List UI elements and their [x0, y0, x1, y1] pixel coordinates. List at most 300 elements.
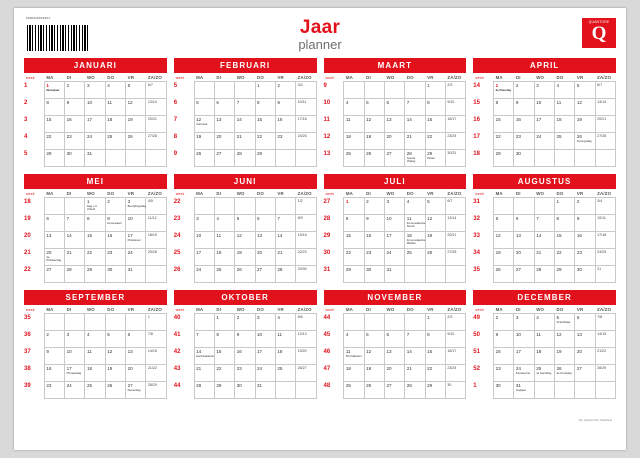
day-cell[interactable] [126, 365, 146, 382]
day-cell[interactable] [384, 232, 404, 249]
day-cell[interactable] [126, 382, 146, 399]
day-cell[interactable] [214, 266, 234, 283]
day-cell[interactable] [534, 382, 554, 399]
day-cell[interactable] [105, 331, 125, 348]
day-cell[interactable] [85, 382, 105, 399]
weekend-cell[interactable]: 27/28 [445, 249, 465, 266]
day-cell[interactable] [534, 116, 554, 133]
day-cell[interactable] [255, 266, 275, 283]
day-cell[interactable] [425, 266, 445, 283]
weekend-cell[interactable]: 7/8 [146, 331, 166, 348]
day-cell[interactable] [235, 82, 255, 99]
day-cell[interactable] [65, 365, 85, 382]
day-cell[interactable] [275, 99, 295, 116]
weekend-cell[interactable]: 11/12 [146, 215, 166, 232]
day-cell[interactable] [575, 150, 595, 167]
day-cell[interactable] [235, 348, 255, 365]
day-cell[interactable] [214, 331, 234, 348]
day-cell[interactable] [405, 99, 425, 116]
day-cell[interactable] [364, 232, 384, 249]
day-cell[interactable] [514, 348, 534, 365]
day-cell[interactable] [494, 99, 514, 116]
day-cell[interactable] [126, 266, 146, 283]
day-cell[interactable] [384, 266, 404, 283]
day-cell[interactable] [344, 215, 364, 232]
day-cell[interactable] [425, 133, 445, 150]
day-cell[interactable] [105, 133, 125, 150]
day-cell[interactable] [275, 198, 295, 215]
day-cell[interactable] [384, 365, 404, 382]
day-cell[interactable] [555, 232, 575, 249]
day-cell[interactable] [65, 99, 85, 116]
day-cell[interactable] [384, 314, 404, 331]
day-cell[interactable] [425, 198, 445, 215]
day-cell[interactable] [555, 348, 575, 365]
day-cell[interactable] [65, 348, 85, 365]
day-cell[interactable] [344, 249, 364, 266]
day-cell[interactable] [126, 150, 146, 167]
day-cell[interactable] [514, 365, 534, 382]
day-cell[interactable] [344, 150, 364, 167]
day-cell[interactable] [494, 82, 514, 99]
day-cell[interactable] [555, 382, 575, 399]
day-cell[interactable] [494, 150, 514, 167]
day-cell[interactable] [44, 150, 64, 167]
day-cell[interactable] [194, 133, 214, 150]
day-cell[interactable] [384, 133, 404, 150]
day-cell[interactable] [235, 150, 255, 167]
weekend-cell[interactable]: 16/17 [445, 348, 465, 365]
day-cell[interactable] [575, 116, 595, 133]
day-cell[interactable] [85, 365, 105, 382]
day-cell[interactable] [194, 82, 214, 99]
day-cell[interactable] [575, 133, 595, 150]
day-cell[interactable] [65, 266, 85, 283]
day-cell[interactable] [344, 314, 364, 331]
day-cell[interactable] [44, 266, 64, 283]
day-cell[interactable] [425, 382, 445, 399]
day-cell[interactable] [235, 232, 255, 249]
weekend-cell[interactable]: 1 [146, 314, 166, 331]
day-cell[interactable] [425, 348, 445, 365]
day-cell[interactable] [555, 116, 575, 133]
day-cell[interactable] [425, 116, 445, 133]
day-cell[interactable] [555, 331, 575, 348]
day-cell[interactable] [384, 331, 404, 348]
weekend-cell[interactable]: 26/27 [296, 365, 316, 382]
day-cell[interactable] [534, 198, 554, 215]
day-cell[interactable] [44, 198, 64, 215]
day-cell[interactable] [255, 331, 275, 348]
day-cell[interactable] [214, 150, 234, 167]
day-cell[interactable] [384, 348, 404, 365]
day-cell[interactable] [555, 314, 575, 331]
day-cell[interactable] [425, 314, 445, 331]
day-cell[interactable] [194, 348, 214, 365]
weekend-cell[interactable]: 10/11 [595, 215, 615, 232]
day-cell[interactable] [534, 249, 554, 266]
day-cell[interactable] [105, 382, 125, 399]
day-cell[interactable] [275, 314, 295, 331]
day-cell[interactable] [275, 365, 295, 382]
weekend-cell[interactable]: 3/4 [595, 198, 615, 215]
day-cell[interactable] [384, 249, 404, 266]
day-cell[interactable] [494, 331, 514, 348]
day-cell[interactable] [235, 116, 255, 133]
day-cell[interactable] [126, 314, 146, 331]
day-cell[interactable] [364, 99, 384, 116]
day-cell[interactable] [405, 365, 425, 382]
day-cell[interactable] [514, 82, 534, 99]
day-cell[interactable] [344, 198, 364, 215]
day-cell[interactable] [425, 215, 445, 232]
day-cell[interactable] [105, 215, 125, 232]
day-cell[interactable] [214, 99, 234, 116]
day-cell[interactable] [425, 150, 445, 167]
day-cell[interactable] [275, 232, 295, 249]
day-cell[interactable] [235, 314, 255, 331]
day-cell[interactable] [405, 382, 425, 399]
day-cell[interactable] [575, 348, 595, 365]
weekend-cell[interactable]: 6/7 [146, 82, 166, 99]
day-cell[interactable] [44, 232, 64, 249]
day-cell[interactable] [235, 365, 255, 382]
weekend-cell[interactable]: 6/7 [595, 82, 615, 99]
day-cell[interactable] [235, 99, 255, 116]
day-cell[interactable] [65, 249, 85, 266]
weekend-cell[interactable]: 13/14 [445, 215, 465, 232]
day-cell[interactable] [405, 82, 425, 99]
weekend-cell[interactable]: 30/31 [445, 150, 465, 167]
day-cell[interactable] [514, 266, 534, 283]
day-cell[interactable] [235, 133, 255, 150]
day-cell[interactable] [405, 215, 425, 232]
day-cell[interactable] [85, 331, 105, 348]
day-cell[interactable] [65, 133, 85, 150]
day-cell[interactable] [126, 116, 146, 133]
day-cell[interactable] [194, 331, 214, 348]
day-cell[interactable] [194, 116, 214, 133]
day-cell[interactable] [194, 314, 214, 331]
day-cell[interactable] [514, 249, 534, 266]
day-cell[interactable] [85, 198, 105, 215]
day-cell[interactable] [364, 266, 384, 283]
day-cell[interactable] [514, 150, 534, 167]
day-cell[interactable] [405, 249, 425, 266]
day-cell[interactable] [105, 232, 125, 249]
day-cell[interactable] [275, 133, 295, 150]
weekend-cell[interactable]: 12/13 [296, 331, 316, 348]
day-cell[interactable] [555, 215, 575, 232]
day-cell[interactable] [214, 314, 234, 331]
day-cell[interactable] [214, 82, 234, 99]
day-cell[interactable] [534, 215, 554, 232]
day-cell[interactable] [65, 116, 85, 133]
day-cell[interactable] [534, 314, 554, 331]
day-cell[interactable] [275, 116, 295, 133]
day-cell[interactable] [214, 232, 234, 249]
day-cell[interactable] [514, 133, 534, 150]
day-cell[interactable] [384, 215, 404, 232]
day-cell[interactable] [405, 348, 425, 365]
day-cell[interactable] [194, 266, 214, 283]
day-cell[interactable] [405, 314, 425, 331]
day-cell[interactable] [384, 99, 404, 116]
day-cell[interactable] [364, 365, 384, 382]
day-cell[interactable] [255, 249, 275, 266]
day-cell[interactable] [384, 82, 404, 99]
day-cell[interactable] [534, 365, 554, 382]
day-cell[interactable] [214, 365, 234, 382]
day-cell[interactable] [275, 82, 295, 99]
weekend-cell[interactable]: 19/20 [296, 348, 316, 365]
day-cell[interactable] [85, 99, 105, 116]
weekend-cell[interactable] [595, 382, 615, 399]
day-cell[interactable] [494, 215, 514, 232]
day-cell[interactable] [514, 232, 534, 249]
day-cell[interactable] [514, 215, 534, 232]
day-cell[interactable] [494, 382, 514, 399]
day-cell[interactable] [85, 215, 105, 232]
day-cell[interactable] [514, 198, 534, 215]
weekend-cell[interactable]: 27/28 [595, 133, 615, 150]
day-cell[interactable] [514, 382, 534, 399]
day-cell[interactable] [275, 150, 295, 167]
weekend-cell[interactable]: 24/25 [296, 133, 316, 150]
day-cell[interactable] [105, 116, 125, 133]
weekend-cell[interactable]: 30 [445, 382, 465, 399]
day-cell[interactable] [575, 215, 595, 232]
day-cell[interactable] [235, 198, 255, 215]
weekend-cell[interactable]: 1/2 [296, 198, 316, 215]
day-cell[interactable] [534, 150, 554, 167]
weekend-cell[interactable]: 25/26 [146, 249, 166, 266]
weekend-cell[interactable] [146, 266, 166, 283]
weekend-cell[interactable] [296, 382, 316, 399]
day-cell[interactable] [44, 331, 64, 348]
day-cell[interactable] [344, 116, 364, 133]
weekend-cell[interactable]: 10/11 [296, 99, 316, 116]
weekend-cell[interactable]: 9/10 [445, 99, 465, 116]
day-cell[interactable] [534, 82, 554, 99]
day-cell[interactable] [85, 314, 105, 331]
day-cell[interactable] [214, 116, 234, 133]
day-cell[interactable] [235, 382, 255, 399]
day-cell[interactable] [405, 198, 425, 215]
day-cell[interactable] [384, 382, 404, 399]
day-cell[interactable] [194, 232, 214, 249]
day-cell[interactable] [65, 382, 85, 399]
day-cell[interactable] [235, 215, 255, 232]
day-cell[interactable] [405, 133, 425, 150]
day-cell[interactable] [44, 348, 64, 365]
weekend-cell[interactable]: 31 [595, 266, 615, 283]
day-cell[interactable] [255, 365, 275, 382]
day-cell[interactable] [85, 232, 105, 249]
weekend-cell[interactable]: 20/21 [146, 116, 166, 133]
weekend-cell[interactable]: 3/4 [296, 82, 316, 99]
weekend-cell[interactable]: 16/17 [445, 116, 465, 133]
day-cell[interactable] [555, 198, 575, 215]
day-cell[interactable] [344, 365, 364, 382]
weekend-cell[interactable] [146, 150, 166, 167]
day-cell[interactable] [105, 365, 125, 382]
day-cell[interactable] [344, 133, 364, 150]
day-cell[interactable] [555, 266, 575, 283]
day-cell[interactable] [494, 249, 514, 266]
day-cell[interactable] [494, 198, 514, 215]
day-cell[interactable] [214, 348, 234, 365]
day-cell[interactable] [105, 150, 125, 167]
weekend-cell[interactable]: 27/28 [146, 133, 166, 150]
day-cell[interactable] [555, 82, 575, 99]
day-cell[interactable] [44, 82, 64, 99]
day-cell[interactable] [364, 249, 384, 266]
day-cell[interactable] [575, 249, 595, 266]
weekend-cell[interactable]: 5/6 [296, 314, 316, 331]
day-cell[interactable] [494, 314, 514, 331]
weekend-cell[interactable] [445, 266, 465, 283]
day-cell[interactable] [194, 99, 214, 116]
day-cell[interactable] [364, 116, 384, 133]
weekend-cell[interactable]: 20/21 [445, 232, 465, 249]
day-cell[interactable] [44, 116, 64, 133]
day-cell[interactable] [126, 249, 146, 266]
day-cell[interactable] [494, 266, 514, 283]
weekend-cell[interactable]: 17/18 [595, 232, 615, 249]
day-cell[interactable] [494, 133, 514, 150]
day-cell[interactable] [405, 116, 425, 133]
day-cell[interactable] [534, 331, 554, 348]
day-cell[interactable] [555, 365, 575, 382]
day-cell[interactable] [255, 133, 275, 150]
day-cell[interactable] [575, 198, 595, 215]
day-cell[interactable] [534, 133, 554, 150]
weekend-cell[interactable]: 14/15 [146, 348, 166, 365]
weekend-cell[interactable]: 20/21 [595, 116, 615, 133]
day-cell[interactable] [85, 348, 105, 365]
day-cell[interactable] [344, 232, 364, 249]
day-cell[interactable] [575, 99, 595, 116]
day-cell[interactable] [364, 82, 384, 99]
day-cell[interactable] [514, 116, 534, 133]
day-cell[interactable] [575, 382, 595, 399]
day-cell[interactable] [405, 266, 425, 283]
weekend-cell[interactable]: 21/22 [595, 348, 615, 365]
day-cell[interactable] [364, 314, 384, 331]
weekend-cell[interactable]: 24/25 [595, 249, 615, 266]
weekend-cell[interactable]: 2/3 [445, 82, 465, 99]
day-cell[interactable] [235, 249, 255, 266]
day-cell[interactable] [255, 198, 275, 215]
weekend-cell[interactable]: 14/15 [595, 331, 615, 348]
day-cell[interactable] [194, 365, 214, 382]
day-cell[interactable] [534, 232, 554, 249]
day-cell[interactable] [126, 331, 146, 348]
day-cell[interactable] [555, 249, 575, 266]
day-cell[interactable] [65, 82, 85, 99]
day-cell[interactable] [214, 249, 234, 266]
day-cell[interactable] [65, 331, 85, 348]
weekend-cell[interactable] [595, 150, 615, 167]
day-cell[interactable] [425, 365, 445, 382]
weekend-cell[interactable]: 9/10 [445, 331, 465, 348]
weekend-cell[interactable]: 23/24 [445, 133, 465, 150]
day-cell[interactable] [494, 348, 514, 365]
day-cell[interactable] [344, 82, 364, 99]
day-cell[interactable] [194, 198, 214, 215]
day-cell[interactable] [534, 348, 554, 365]
day-cell[interactable] [85, 266, 105, 283]
day-cell[interactable] [405, 150, 425, 167]
day-cell[interactable] [364, 382, 384, 399]
day-cell[interactable] [344, 382, 364, 399]
day-cell[interactable] [85, 133, 105, 150]
day-cell[interactable] [275, 215, 295, 232]
day-cell[interactable] [275, 348, 295, 365]
day-cell[interactable] [255, 382, 275, 399]
day-cell[interactable] [255, 232, 275, 249]
day-cell[interactable] [105, 198, 125, 215]
weekend-cell[interactable]: 21/22 [146, 365, 166, 382]
day-cell[interactable] [425, 331, 445, 348]
weekend-cell[interactable]: 2/3 [445, 314, 465, 331]
day-cell[interactable] [235, 266, 255, 283]
weekend-cell[interactable]: 28/29 [146, 382, 166, 399]
day-cell[interactable] [255, 215, 275, 232]
day-cell[interactable] [85, 116, 105, 133]
day-cell[interactable] [575, 331, 595, 348]
day-cell[interactable] [65, 314, 85, 331]
day-cell[interactable] [44, 365, 64, 382]
day-cell[interactable] [534, 266, 554, 283]
day-cell[interactable] [364, 133, 384, 150]
day-cell[interactable] [44, 249, 64, 266]
day-cell[interactable] [214, 198, 234, 215]
day-cell[interactable] [364, 198, 384, 215]
day-cell[interactable] [85, 82, 105, 99]
day-cell[interactable] [575, 82, 595, 99]
weekend-cell[interactable]: 13/14 [595, 99, 615, 116]
day-cell[interactable] [65, 150, 85, 167]
day-cell[interactable] [344, 348, 364, 365]
day-cell[interactable] [214, 215, 234, 232]
day-cell[interactable] [384, 198, 404, 215]
day-cell[interactable] [126, 133, 146, 150]
day-cell[interactable] [105, 82, 125, 99]
day-cell[interactable] [126, 198, 146, 215]
weekend-cell[interactable]: 15/16 [296, 232, 316, 249]
day-cell[interactable] [126, 232, 146, 249]
day-cell[interactable] [344, 331, 364, 348]
weekend-cell[interactable]: 7/8 [595, 314, 615, 331]
day-cell[interactable] [126, 99, 146, 116]
day-cell[interactable] [364, 150, 384, 167]
day-cell[interactable] [44, 215, 64, 232]
day-cell[interactable] [275, 249, 295, 266]
day-cell[interactable] [364, 215, 384, 232]
day-cell[interactable] [425, 232, 445, 249]
day-cell[interactable] [194, 249, 214, 266]
day-cell[interactable] [214, 133, 234, 150]
day-cell[interactable] [555, 99, 575, 116]
day-cell[interactable] [44, 133, 64, 150]
day-cell[interactable] [364, 331, 384, 348]
day-cell[interactable] [555, 150, 575, 167]
weekend-cell[interactable]: 13/14 [146, 99, 166, 116]
day-cell[interactable] [494, 116, 514, 133]
day-cell[interactable] [425, 99, 445, 116]
